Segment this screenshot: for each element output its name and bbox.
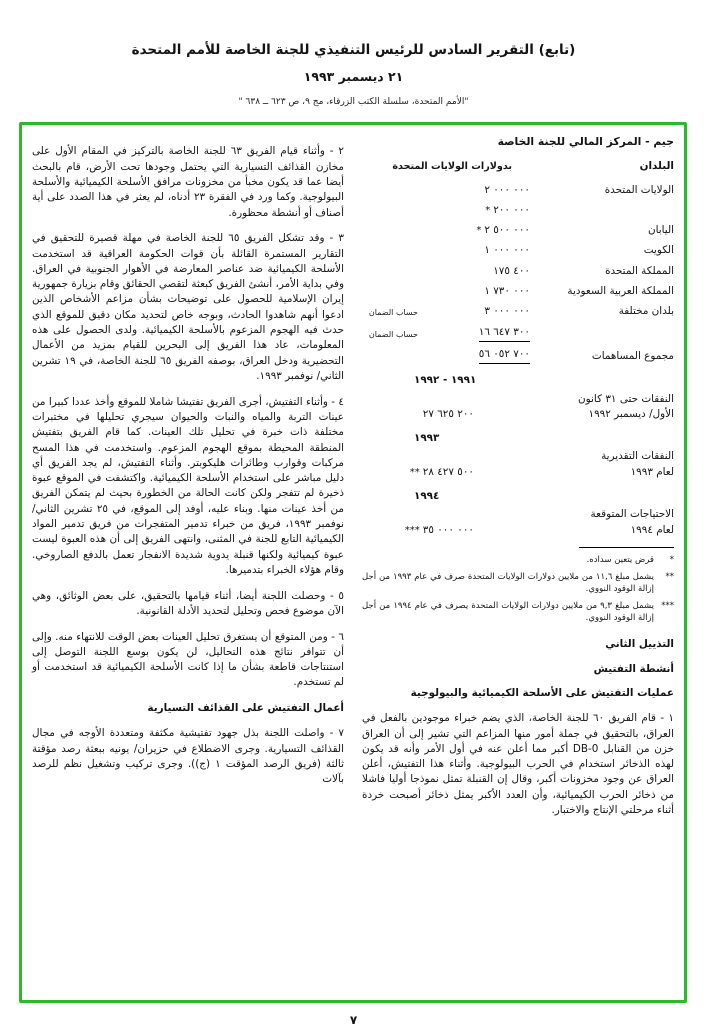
expenditure-amount-cell (362, 465, 474, 480)
expenditure-label-line1: النفقات حتى ٣١ كانون (578, 392, 674, 405)
table-row (362, 223, 674, 238)
expenditure-amount-value: ٢٧ ٦٢٥ ٢٠٠ (422, 407, 474, 420)
country-cell: اليابان (647, 224, 674, 237)
appendix-subsubtitle: عمليات التفتيش على الأسلحة الكيميائية والبيولوجية (410, 686, 674, 699)
expenditure-label-line1: الاحتياجات المتوقعة (590, 508, 674, 521)
escrow-note: حساب الضمان (368, 329, 418, 339)
footnote-marker: ** (665, 571, 674, 582)
amount-value: ١ ٠٠٠ ٠٠٠ (484, 244, 530, 257)
amount-cell (418, 203, 530, 218)
escrow-note (362, 277, 418, 279)
appendix-title: التذييل الثاني (605, 637, 674, 650)
paragraph-4: ٤ - وأثناء التفتيش، أجرى الفريق تفتيشا شاملا للموقع وأخذ عددا كبيرا من عينات التربة والمياه والنبات والحيوان سيجري تحليلها في مختبرات مختلفة ذات خبرة في تحليل تلك العينات. كما قام الفريق بتفتيش المنطقة المحيطة بموقع الهجوم المزعوم. واستخدمت في هذا المسح مركبات وقوارب وطائرات هليكوبتر. وأثناء التفتيش، لم يجد الفريق أي دليل مباشر على استخدام الأسلحة الكيميائية. واكتشفت في الموقع عبوة ذخيرة لم تتفجر ولكن كانت الحالة من الخطورة بحيث لم يتمكن الفريق من أخذ عينات منها. وبناء عليه، أوفد إلى الموقع، في ٢٥ تشرين الثاني/ نوفمبر ١٩٩٣، فريق من خبراء تدمير المتفجرات من فريق تدمير المواد الكيميائية التابع للجنة في المثنى، وانتهى الفريق إلى أن هذه العبوة ليست عبوة كيميائية ولكنها قنبلة يدوية شديدة الانفجار تعمل بالدفع الصاروخي. وقام هؤلاء الخبراء بتدميرها. (32, 395, 345, 576)
escrow-note (362, 216, 418, 218)
expenditure-row (362, 449, 674, 480)
footnote-text: يشمل مبلغ ١١,٦ من ملايين دولارات الولايات المتحدة صرف في عام ١٩٩٣ من أجل إزالة الوقود النووي. (362, 571, 654, 594)
doc-source-citation: "الأمم المتحدة، سلسلة الكتب الزرقاء، مج ٩، ص ٦٢٣ ــ ٦٣٨ " (238, 97, 469, 107)
period-heading-1994: ١٩٩٤ (414, 490, 440, 503)
amount-cell (418, 325, 530, 342)
expenditure-amount-value: ٣٥ ٠٠٠ ٠٠٠ (422, 523, 474, 536)
paragraph-3: ٣ - وقد تشكل الفريق ٦٥ للجنة الخاصة في مهلة قصيرة للتحقيق في التقارير المستمرة القائلة بأن قوات الحكومة العراقية قد استخدمت الأسلحة الكيميائية ضد عناصر المعارضة في الأهوار الجنوبية في العراق. وفي بداية الأمر، أنشئ الفريق كبعثة لتقصي الحقائق وقام بزيارة جمهورية إيران الإسلامية للحصول على توضيحات بشأن مزاعم الأشخاص الذين ادعوا أنهم شاهدوا الحادث، وبوجه خاص لتحديد مكان دقيق للموقع الذي حدث فيه الهجوم المزعوم بالأسلحة الكيميائية. ولدى الحصول على هذه المعلومات، عاد هذا الفريق إلى البحرين للقيام بمزيد من الأعمال التحضيرية ودخل العراق، بوصفه الفريق ٦٥ للجنة الخاصة، في ١٩ تشرين الثاني/ نوفمبر ١٩٩٣. (32, 232, 344, 382)
amount-value: ٢ ٠٠٠ ٠٠٠ (484, 183, 530, 196)
expenditure-amount-value: ٢٨ ٤٢٧ ٥٠٠ (422, 465, 474, 478)
table-row (362, 325, 674, 342)
table-row (362, 183, 674, 198)
country-cell: الولايات المتحدة (604, 183, 674, 196)
amount-cell (418, 223, 530, 238)
asterisk-marker: *** (404, 524, 420, 536)
table-row (362, 284, 674, 299)
footnote (362, 571, 674, 595)
footnote-marker: *** (661, 600, 674, 611)
escrow-note (362, 196, 418, 198)
table-header-amount: بدولارات الولايات المتحدة (392, 161, 512, 173)
expenditure-amount-cell (362, 523, 474, 538)
expenditure-label-line2: الأول/ ديسمبر ١٩٩٢ (588, 407, 674, 420)
two-column-layout (32, 134, 674, 991)
expenditure-amount-cell (362, 407, 474, 422)
page-number: ٧ (349, 1013, 358, 1027)
total-amount-value: ٥٦ ٠٥٢ ٧٠٠ (479, 347, 530, 364)
right-column (362, 134, 674, 991)
paragraph-7: ٧ - واصلت اللجنة بذل جهود تفتيشية مكثفة ومتعددة الأوجه في مجال القذائف التسيارية. وجرى الاضطلاع في حزيران/ يونيه ببعثة رصد مؤقتة ثالثة (فريق الرصد المؤقت ١ (ج)). وجرى تركيب وتشغيل نظم للرصد بآلات (32, 727, 344, 786)
country-cell: المملكة المتحدة (605, 264, 674, 277)
amount-cell (418, 264, 530, 279)
total-row (362, 347, 674, 364)
document-header (0, 42, 707, 107)
expenditure-label (474, 449, 674, 480)
paragraph-2: ٢ - وأثناء قيام الفريق ٦٣ للجنة الخاصة بالتركيز في المقام الأول على مخازن القذائف التسيارية التي يحتمل وجودها تحت الأرض، قام بالبحث أيضا عما قد يكون مخبأ من مخزونات مرافق الأسلحة الكيميائية والأسلحة البيولوجية. وكما ورد في الفقرة ٢٣ أدناه، لم يعثر في هذا الصدد على أية أصناف أو أنشطة محظورة. (32, 145, 345, 219)
table-row (362, 243, 674, 258)
paragraph-1: ١ - قام الفريق ٦٠ للجنة الخاصة، الذي يضم خبراء موجودين بالفعل في العراق، بالتحقيق في جملة أمور منها المزاعم التي تشير إلى أن العراق خزن من القنابل DB-0 أكبر مما أعلن عنه في أول الأمر وأنه قد يكون لهذه الذخائر استخدام في الحرب البيولوجية. وأثناء هذا التفتيش، أعلن العراق عن وجود مخزونات أكبر، وقال إن القنبلة تمثل نموذجا أوليا فاشلا من ذخائر الحرب الكيميائية، وأن العدد الأكبر يمثل ذخائر أصبحت خردة أثناء مرحلتي الإنتاج والاختبار. (362, 712, 674, 816)
footnote (362, 600, 674, 624)
amount-value: ٣ ٠٠٠ ٠٠٠ (484, 305, 530, 318)
period-heading-1993: ١٩٩٣ (414, 432, 440, 445)
table-row (362, 203, 674, 218)
appendix-subtitle: أنشطة التفتيش (593, 663, 674, 676)
amount-value: ٢٠٠ ٠٠٠ (493, 203, 530, 216)
paragraph-6: ٦ - ومن المتوقع أن يستغرق تحليل العينات بعض الوقت للانتهاء منه. وإلى أن تتوافر نتائج هذه التحاليل، لن يكون بوسع اللجنة التوصل إلى استنتاجات قاطعة بشأن ما إذا كانت الأسلحة الكيميائية قد استخدمت أو لم تستخدم. (32, 630, 344, 689)
escrow-note (362, 362, 418, 364)
amount-value: ١٦ ٦٤٧ ٣٠٠ (479, 325, 530, 342)
footnote-text: يشمل مبلغ ٩,٣ من ملايين دولارات الولايات المتحدة يصرف في عام ١٩٩٤ من أجل إزالة الوقود النووي. (362, 600, 654, 623)
paragraph-5: ٥ - وحصلت اللجنة أيضا، أثناء قيامها بالتحقيق، على بعض الوثائق، وهي الآن موضوع فحص وتحليل لتحديد الأدلة القانونية. (32, 589, 344, 617)
left-column (32, 134, 344, 991)
asterisk-marker: ** (409, 466, 420, 478)
amount-value: ١٧٥ ٤٠٠ (493, 264, 530, 277)
expenditure-label-line2: لعام ١٩٩٤ (630, 523, 674, 536)
table-header-row (362, 159, 674, 174)
expenditure-label (474, 507, 674, 538)
period-heading-1991-1992: ١٩٩١ - ١٩٩٢ (414, 374, 477, 387)
amount-cell (418, 304, 530, 319)
amount-cell (418, 183, 530, 198)
footnote-separator (579, 547, 674, 548)
escrow-note (362, 236, 418, 238)
amount-value: ٢ ٥٠٠ ٠٠٠ (484, 224, 530, 237)
escrow-note: حساب الضمان (368, 307, 418, 317)
content-frame (19, 122, 687, 1003)
escrow-note (362, 297, 418, 299)
escrow-note (362, 257, 418, 259)
financial-section-title: جيم - المركز المالي للجنة الخاصة (497, 135, 674, 148)
amount-value: ١ ٧٣٠ ٠٠٠ (484, 285, 530, 298)
footnote-marker: * (669, 554, 674, 565)
amount-cell (418, 243, 530, 258)
country-cell: الكويت (643, 244, 674, 257)
expenditure-row (362, 507, 674, 538)
expenditure-label-line1: النفقات التقديرية (601, 450, 674, 463)
expenditure-row (362, 392, 674, 423)
expenditure-label (474, 392, 674, 423)
total-amount-cell (418, 347, 530, 364)
asterisk-marker: * (485, 204, 491, 216)
country-cell: المملكة العربية السعودية (567, 285, 674, 298)
amount-cell (418, 284, 530, 299)
expenditure-label-line2: لعام ١٩٩٣ (630, 465, 674, 478)
table-row (362, 304, 674, 319)
doc-date: ٢١ ديسمبر ١٩٩٣ (303, 69, 404, 84)
footnotes (362, 554, 674, 624)
total-label: مجموع المساهمات (591, 349, 674, 362)
page-title: (تابع) التقرير السادس للرئيس التنفيذي للجنة الخاصة للأمم المتحدة (131, 42, 576, 58)
asterisk-marker: * (476, 225, 482, 237)
footnote (362, 554, 674, 566)
table-header-country: البلدان (639, 160, 674, 173)
table-row (362, 264, 674, 279)
missiles-section-header: أعمال التفتيش على القذائف التسيارية (147, 701, 344, 714)
footnote-text: قرض يتعين سداده. (586, 554, 654, 565)
country-cell: بلدان مختلفة (618, 305, 674, 318)
